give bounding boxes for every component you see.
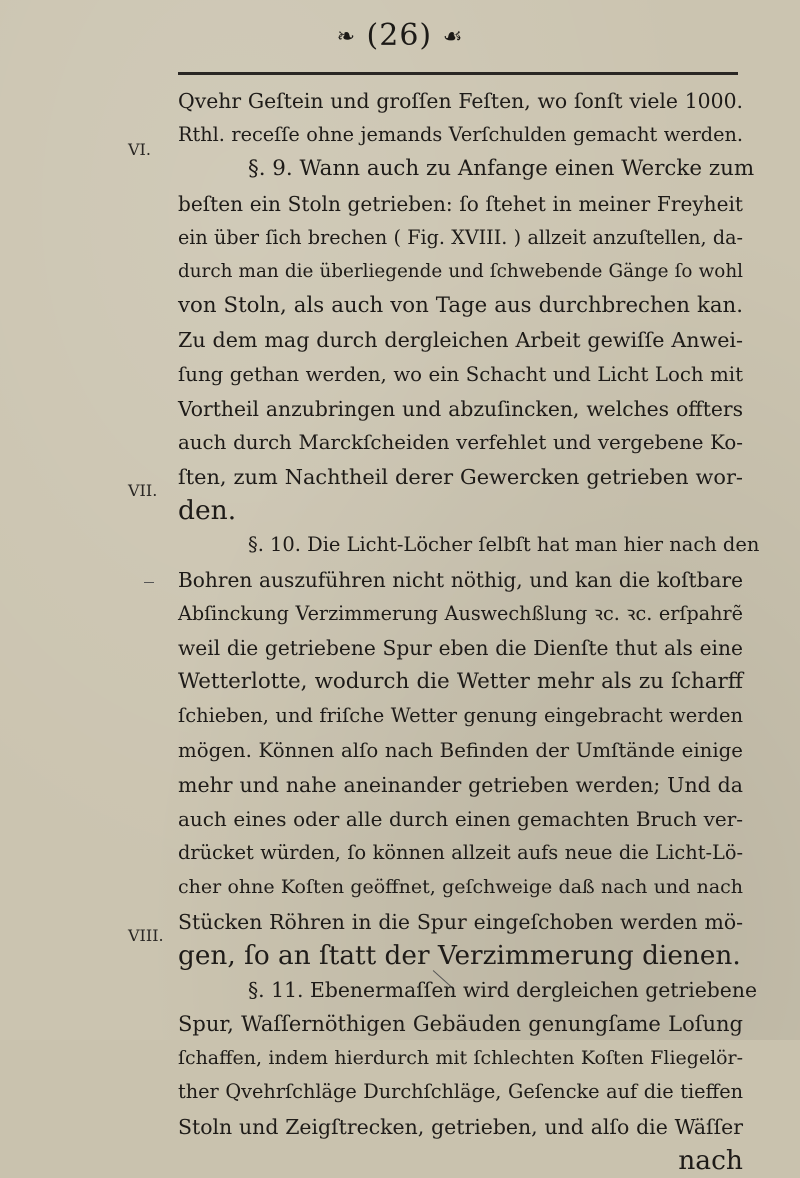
margin-note-vi: VI.	[128, 140, 151, 159]
text-line: drücket würden, ſo können allzeit aufs neue die Licht-Lö-	[178, 841, 743, 865]
text-line: cher ohne Koſten geöffnet, geſchweige daß nach und nach	[178, 876, 743, 899]
margin-dash	[144, 582, 154, 583]
text-line: durch man die überliegende und ſchwebende Gänge ſo wohl	[178, 260, 743, 282]
text-line: weil die getriebene Spur eben die Dienſte thut als eine	[178, 636, 743, 660]
text-line: Abſinckung Verzimmerung Auswechßlung ꝛc. ꝛc. erſpahrẽ	[178, 601, 743, 625]
text-line: Qvehr Geſtein und groſſen Feſten, wo ſonſt viele 1000.	[178, 89, 743, 113]
text-line: ſten, zum Nachtheil derer Gewercken getrieben wor-	[178, 465, 743, 490]
text-line: §. 9. Wann auch zu Anfange einen Wercke zum	[248, 156, 755, 182]
text-line: Vortheil anzubringen und abzuſincken, welches offters	[178, 396, 743, 421]
text-line: Zu dem mag durch dergleichen Arbeit gewiſſe Anwei-	[178, 328, 743, 353]
body-text	[178, 84, 760, 1178]
text-line: gen, ſo an ſtatt der Verzimmerung dienen.	[178, 940, 741, 971]
text-line: mehr und nahe aneinander getrieben werden; Und da	[178, 772, 743, 797]
margin-note-vii: VII.	[128, 481, 158, 500]
text-line: den.	[178, 495, 237, 527]
text-line: mögen. Können alſo nach Befinden der Umſtände einige	[178, 738, 743, 762]
header-rule	[178, 72, 738, 75]
text-line: Stücken Röhren in die Spur eingeſchoben werden mö-	[178, 909, 743, 934]
text-line: auch eines oder alle durch einen gemachten Bruch ver-	[178, 806, 743, 831]
text-line: ſung gethan werden, wo ein Schacht und Licht Loch mit	[178, 362, 743, 386]
text-line: ſchaffen, indem hierdurch mit ſchlechten Koſten Fliegelör-	[178, 1047, 743, 1070]
text-line: Stoln und Zeigſtrecken, getrieben, und alſo die Wäſſer	[178, 1114, 743, 1139]
text-line: Bohren auszuführen nicht nöthig, und kan die koſtbare	[178, 567, 743, 592]
text-line: §. 10. Die Licht-Löcher ſelbſt hat man hier nach den	[248, 533, 760, 557]
text-line: Rthl. receſſe ohne jemands Verſchulden gemacht werden.	[178, 123, 743, 147]
text-line: beſten ein Stoln getrieben: ſo ſtehet in meiner Freyheit	[178, 191, 743, 216]
margin-note-viii: VIII.	[128, 926, 164, 945]
text-line: ſchieben, und friſche Wetter genung eingebracht werden	[178, 704, 743, 728]
text-line: §. 11. Ebenermaſſen wird dergleichen getriebene	[248, 977, 757, 1002]
page-number: (26)	[366, 18, 433, 53]
page-header	[0, 18, 800, 53]
left-ornament-icon: ❧	[336, 24, 356, 50]
text-line: ther Qvehrſchläge Durchſchläge, Geſencke auf die tieffen	[178, 1080, 743, 1104]
right-ornament-icon: ☙	[442, 24, 464, 50]
catchword: nach	[678, 1144, 743, 1176]
text-line: von Stoln, als auch von Tage aus durchbrechen kan.	[178, 293, 743, 319]
text-line: Wetterlotte, wodurch die Wetter mehr als zu ſcharff	[178, 669, 743, 695]
text-line: Spur, Waſſernöthigen Gebäuden genungſame Loſung	[178, 1011, 743, 1037]
text-line: auch durch Marckſcheiden verfehlet und vergebene Ko-	[178, 430, 743, 454]
text-line: ein über ſich brechen ( Fig. XVIII. ) allzeit anzuſtellen, da-	[178, 225, 743, 249]
